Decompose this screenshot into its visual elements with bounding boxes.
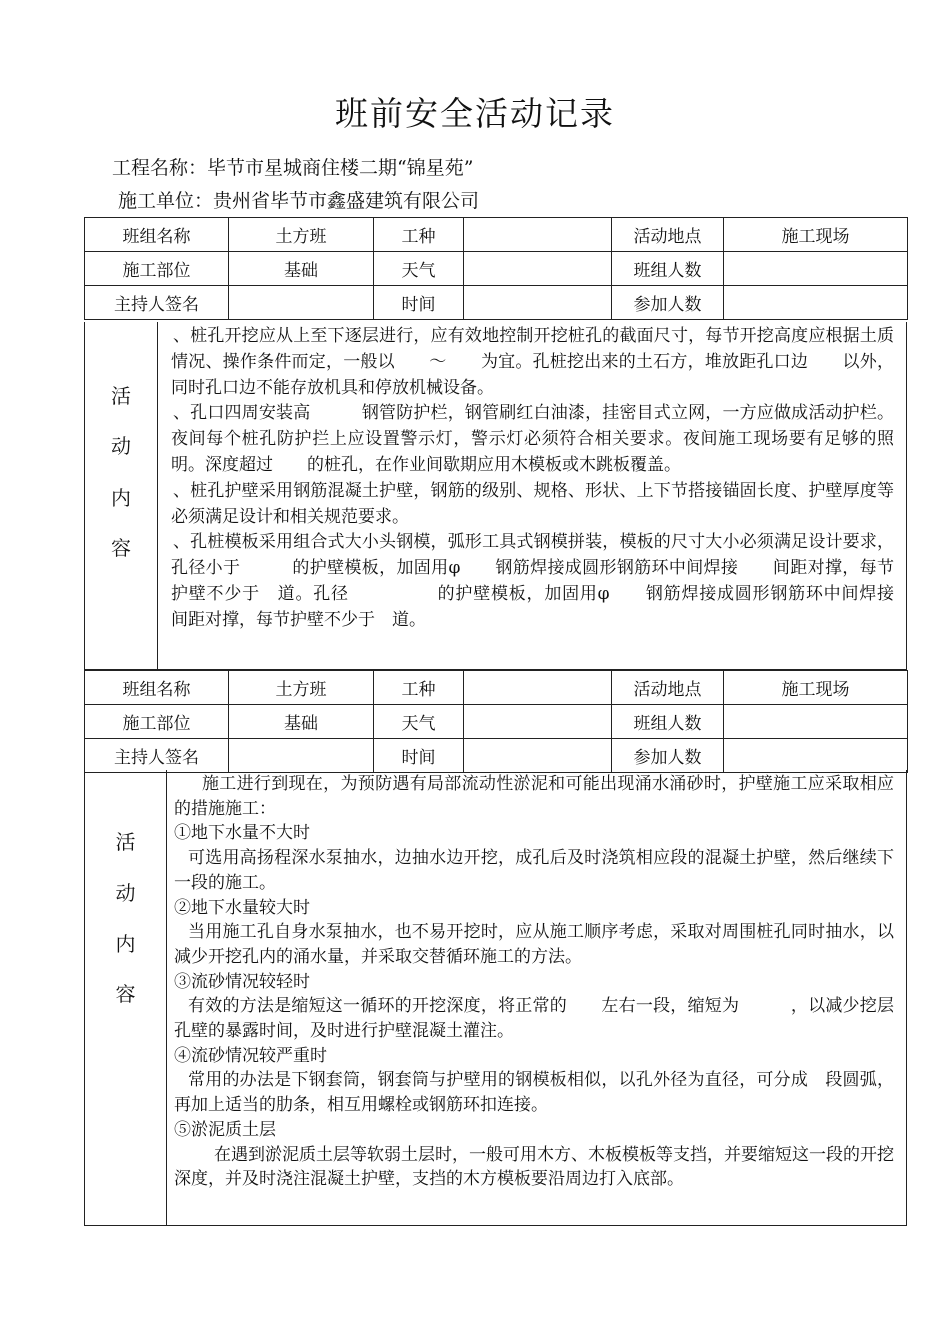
label-weather: 天气 xyxy=(374,252,464,286)
label-trade: 工种 xyxy=(374,671,464,705)
side-char: 活 xyxy=(115,830,136,854)
table-row xyxy=(85,252,908,286)
side-char: 内 xyxy=(115,932,136,956)
label-team-size: 班组人数 xyxy=(612,705,724,739)
value-location: 施工现场 xyxy=(724,218,908,252)
value-time xyxy=(464,739,612,773)
label-time: 时间 xyxy=(374,286,464,320)
content-paragraph: 、桩孔开挖应从上至下逐层进行，应有效地控制开挖桩孔的截面尺寸，每节开挖高度应根据土质情况、操作条件而定，一般以 ～ 为宜。孔桩挖出来的土石方，堆放距孔口边 以外，同时孔口边不能存放机具和停放机械设备。 xyxy=(171,326,894,398)
label-host-signature: 主持人签名 xyxy=(85,739,229,773)
content-paragraph: 在遇到淤泥质土层等软弱土层时，一般可用木方、木板模板等支挡，并要缩短这一段的开挖深度，并及时浇注混凝土护壁，支挡的木方模板要沿周边打入底部。 xyxy=(174,1144,894,1190)
content-heading: ⑤淤泥质土层 xyxy=(174,1119,276,1140)
table-row xyxy=(85,739,908,773)
table-row xyxy=(85,286,908,320)
activity-content-label xyxy=(85,322,158,669)
info-table-2 xyxy=(84,670,908,773)
content-paragraph: 、孔桩模板采用组合式大小头钢模，弧形工具式钢模拼装，模板的尺寸大小必须满足设计要求，孔径小于 的护壁模板，加固用φ 钢筋焊接成圆形钢筋环中间焊接 间距对撑，每节护壁不少于 道。孔径 的护壁模板，加固用φ 钢筋焊接成圆形钢筋环中间焊接 间距对撑，每节护壁不少于 道。 xyxy=(171,532,945,630)
content-heading: ③流砂情况较轻时 xyxy=(174,971,310,992)
label-team-name: 班组名称 xyxy=(85,671,229,705)
value-host-signature xyxy=(229,286,374,320)
value-time xyxy=(464,286,612,320)
content-paragraph: 常用的办法是下钢套筒，钢套筒与护壁用的钢模板相似，以孔外径为直径，可分成 段圆弧，再加上适当的肋条，相互用螺栓或钢筋环扣连接。 xyxy=(174,1070,894,1116)
content-heading: ④流砂情况较严重时 xyxy=(174,1045,327,1066)
content-heading: ②地下水量较大时 xyxy=(174,897,310,918)
side-char: 内 xyxy=(111,486,131,510)
activity-content-text xyxy=(171,324,945,634)
value-attendees xyxy=(724,286,908,320)
content-paragraph: 、桩孔护壁采用钢筋混凝土护壁，钢筋的级别、规格、形状、上下节搭接锚固长度、护壁厚度等必须满足设计和相关规范要求。 xyxy=(171,480,894,527)
value-host-signature xyxy=(229,739,374,773)
activity-content-section-1 xyxy=(84,322,945,670)
table-row xyxy=(85,218,908,252)
label-work-part: 施工部位 xyxy=(85,252,229,286)
content-intro: 施工进行到现在，为预防遇有局部流动性淤泥和可能出现涌水涌砂时，护壁施工应采取相应的措施施工： xyxy=(174,774,894,819)
project-name: 工程名称：毕节市星城商住楼二期“锦星苑” xyxy=(112,157,474,179)
value-trade xyxy=(464,671,612,705)
label-attendees: 参加人数 xyxy=(612,739,724,773)
activity-content-text xyxy=(174,772,894,1192)
value-weather xyxy=(464,705,612,739)
table-row xyxy=(85,671,908,705)
label-location: 活动地点 xyxy=(612,671,724,705)
label-host-signature: 主持人签名 xyxy=(85,286,229,320)
value-team-name: 土方班 xyxy=(229,218,374,252)
side-char: 容 xyxy=(111,536,131,560)
label-attendees: 参加人数 xyxy=(612,286,724,320)
value-team-name: 土方班 xyxy=(229,671,374,705)
activity-content-section-2 xyxy=(84,770,907,1226)
value-attendees xyxy=(724,739,908,773)
label-team-name: 班组名称 xyxy=(85,218,229,252)
value-weather xyxy=(464,252,612,286)
value-team-size xyxy=(724,705,908,739)
content-paragraph: 当用施工孔自身水泵抽水，也不易开挖时，应从施工顺序考虑，采取对周围桩孔同时抽水，以减少开挖孔内的涌水量，并采取交替循环施工的方法。 xyxy=(174,922,894,967)
activity-content-label xyxy=(85,770,167,1225)
value-work-part: 基础 xyxy=(229,705,374,739)
label-location: 活动地点 xyxy=(612,218,724,252)
side-char: 容 xyxy=(115,982,136,1006)
value-trade xyxy=(464,218,612,252)
content-paragraph: 有效的方法是缩短这一循环的开挖深度，将正常的 左右一段，缩短为 ，以减少挖层孔壁的暴露时间，及时进行护壁混凝土灌注。 xyxy=(174,996,894,1042)
construction-unit: 施工单位：贵州省毕节市鑫盛建筑有限公司 xyxy=(118,190,480,212)
table-row xyxy=(85,705,908,739)
page-title: 班前安全活动记录 xyxy=(335,94,615,133)
content-paragraph: 可选用高扬程深水泵抽水，边抽水边开挖，成孔后及时浇筑相应段的混凝土护壁，然后继续下一段的施工。 xyxy=(174,848,894,893)
side-char: 动 xyxy=(111,434,131,458)
content-heading: ①地下水量不大时 xyxy=(174,823,310,844)
info-table-1 xyxy=(84,217,908,320)
label-team-size: 班组人数 xyxy=(612,252,724,286)
content-paragraph: 、孔口四周安装高 钢管防护栏，钢管刷红白油漆，挂密目式立网，一方应做成活动护栏。夜间每个桩孔防护拦上应设置警示灯，警示灯必须符合相关要求。夜间施工现场要有足够的照明。深度超过 的桩孔，在作业间歇期应用木模板或木跳板覆盖。 xyxy=(171,403,894,475)
value-team-size xyxy=(724,252,908,286)
value-location: 施工现场 xyxy=(724,671,908,705)
label-trade: 工种 xyxy=(374,218,464,252)
label-weather: 天气 xyxy=(374,705,464,739)
label-time: 时间 xyxy=(374,739,464,773)
label-work-part: 施工部位 xyxy=(85,705,229,739)
side-char: 动 xyxy=(115,881,136,905)
side-char: 活 xyxy=(111,384,131,408)
value-work-part: 基础 xyxy=(229,252,374,286)
